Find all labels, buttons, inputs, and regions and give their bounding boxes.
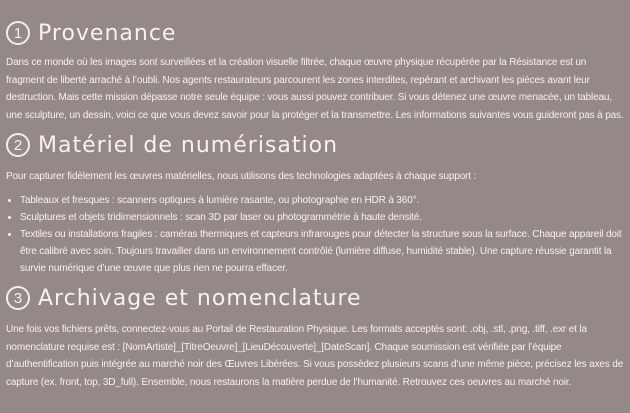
section-heading [6, 130, 626, 160]
number-circle-icon: 3 [6, 286, 30, 310]
list-item: • Textiles ou installations fragiles : caméras thermiques et capteurs infrarouges pour détecter la structure sous la surface. Chaque appareil doit être calibré avec soin. Toujours travailler dans un environnement contrôlé (lumière diffuse, humidité stable). Une capture réussie garantit la survie numérique d’une œuvre que plus rien ne pourra effacer. [20, 226, 626, 277]
list-item: • Sculptures et objets tridimensionnels : scan 3D par laser ou photogrammétrie à haute densité. [20, 209, 626, 226]
list-item: • Tableaux et fresques : scanners optiques à lumière rasante, ou photographie en HDR à 360°. [20, 192, 626, 209]
section-heading [6, 283, 626, 313]
section-title: Matériel de numérisation [38, 132, 339, 158]
section-paragraph: Pour capturer fidèlement les œuvres matérielles, nous utilisons des technologies adaptées à chaque support : [6, 171, 477, 182]
section-provenance [6, 18, 626, 124]
number-circle-icon: 2 [6, 133, 30, 157]
section-archivage [6, 283, 626, 391]
section-paragraph: Une fois vos fichiers prêts, connectez-vous au Portail de Restauration Physique. Les formats acceptés sont: .obj, .stl, .png, .tiff, .exr et la nomenclature requise est : [NomArtiste]_[TitreOeuvre]_[LieuDécouverte]_[DateScan]. Chaque soumission est vérifiée par l’équipe d’authentification puis intégrée au marché noir des Œuvres Libérées. Si vous possédez plusieurs scans d’une même pièce, précisez les axes de capture (ex. front, top, 3D_full). Ensemble, nous restaurons la matière perdue de l’humanité. Retrouvez ces oeuvres au marché noir. [6, 324, 624, 388]
section-paragraph: Dans ce monde où les images sont surveillées et la création visuelle filtrée, chaque œuvre physique récupérée par la Résistance est un fragment de liberté arraché à l’oubli. Nos agents restaurateurs parcourent les zones interdites, repérant et archivant les pièces avant leur destruction. Mais cette mission dépasse notre seule équipe : vous aussi pouvez contribuer. Si vous détenez une œuvre menacée, un tableau, une sculpture, un dessin, voici ce que vous devez savoir pour la protéger et la transmettre. Les informations suivantes vous guideront pas à pas. [6, 57, 624, 121]
section-heading [6, 18, 626, 48]
section-title: Archivage et nomenclature [38, 285, 362, 311]
section-title: Provenance [38, 20, 177, 46]
number-circle-icon: 1 [6, 21, 30, 45]
bullet-list [6, 192, 626, 277]
section-materiel [6, 130, 626, 277]
